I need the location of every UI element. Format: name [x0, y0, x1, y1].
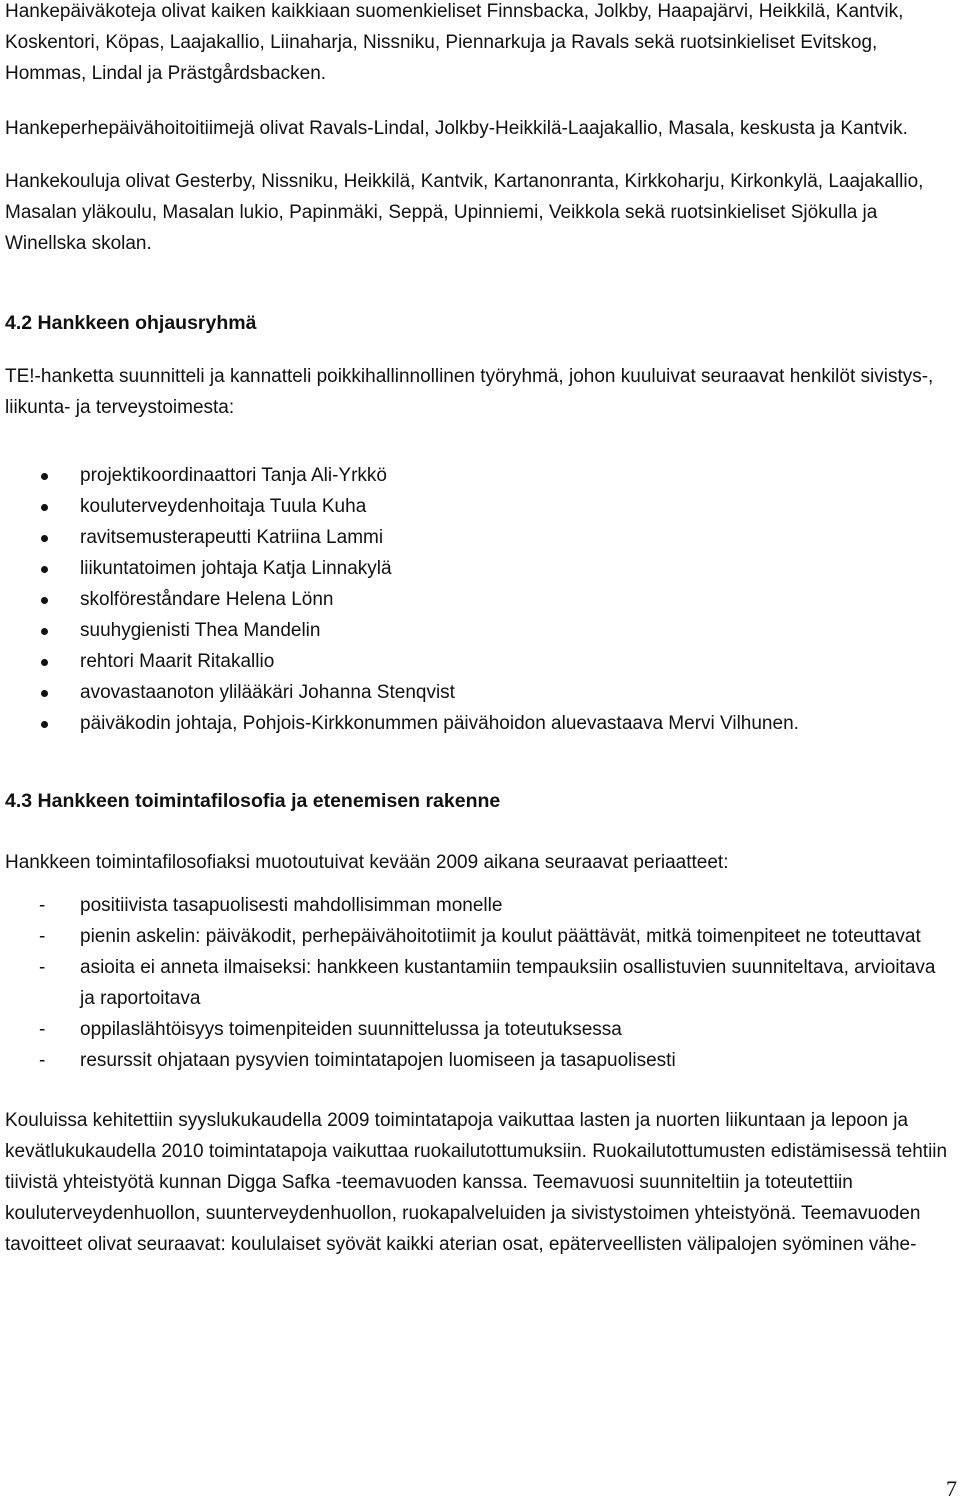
list-item	[5, 522, 950, 553]
list-item	[5, 1014, 950, 1045]
paragraph-school-activities: Kouluissa kehitettiin syyslukukaudella 2009 toimintatapoja vaikuttaa lasten ja nuorten liikuntaan ja lepoon ja kevätlukukaudella 2010 toimintatapoja vaikuttaa ruokailutottumuksiin. Ruokailutottumusten edistämisessä tehtiin tiivistä yhteistyötä kunnan Digga Safka -teemavuoden kanssa. Teemavuosi suunniteltiin ja toteutettiin kouluterveydenhuollon, suunterveydenhuollon, ruokapalveluiden ja sivistystoimen yhteistyönä. Teemavuoden tavoitteet olivat seuraavat: koululaiset syövät kaikki aterian osat, epäterveellisten välipalojen syöminen vähe-	[5, 1110, 948, 1255]
member-name: rehtori Maarit Ritakallio	[80, 651, 275, 672]
member-name: päiväkodin johtaja, Pohjois-Kirkkonummen päivähoidon aluevastaava Mervi Vilhunen.	[80, 713, 799, 734]
paragraph-philosophy-intro: Hankkeen toimintafilosofiaksi muotoutuivat kevään 2009 aikana seuraavat periaatteet:	[5, 852, 729, 873]
principle-text: resurssit ohjataan pysyvien toimintatapojen luomiseen ja tasapuolisesti	[80, 1050, 676, 1071]
list-item	[5, 646, 950, 677]
principle-text: oppilaslähtöisyys toimenpiteiden suunnittelussa ja toteutuksessa	[80, 1019, 622, 1040]
paragraph-steering-group-intro: TE!-hanketta suunnitteli ja kannatteli poikkihallinnollinen työryhmä, johon kuuluivat seuraavat henkilöt sivistys-, liikunta- ja terveystoimesta:	[5, 366, 934, 418]
principle-text: pienin askelin: päiväkodit, perhepäivähoitotiimit ja koulut päättävät, mitkä toimenpiteet ne toteuttavat	[80, 926, 921, 947]
dash-marker: -	[39, 895, 46, 916]
bullet-icon	[41, 473, 48, 480]
member-name: suuhygienisti Thea Mandelin	[80, 620, 321, 641]
paragraph-family-daycare-teams: Hankeperhepäivähoitoitiimejä olivat Ravals-Lindal, Jolkby-Heikkilä-Laajakallio, Masala, keskusta ja Kantvik.	[5, 118, 908, 139]
bullet-icon	[41, 504, 48, 511]
bullet-icon	[41, 597, 48, 604]
bullet-icon	[41, 566, 48, 573]
principle-text: positiivista tasapuolisesti mahdollisimman monelle	[80, 895, 503, 916]
paragraph-schools: Hankekouluja olivat Gesterby, Nissniku, Heikkilä, Kantvik, Kartanonranta, Kirkkoharju, Kirkonkylä, Laajakallio, Masalan yläkoulu, Masalan lukio, Papinmäki, Seppä, Upinniemi, Veikkola sekä ruotsinkieliset Sjökulla ja Winellska skolan.	[5, 171, 924, 254]
heading-4-2: 4.2 Hankkeen ohjausryhmä	[5, 312, 257, 334]
member-name: skolföreståndare Helena Lönn	[80, 589, 334, 610]
member-name: projektikoordinaattori Tanja Ali-Yrkkö	[80, 465, 387, 486]
list-item	[5, 708, 950, 739]
list-item	[5, 491, 950, 522]
bullet-icon	[41, 659, 48, 666]
list-item	[5, 952, 950, 1014]
member-name: kouluterveydenhoitaja Tuula Kuha	[80, 496, 367, 517]
dash-marker: -	[39, 1050, 46, 1071]
list-item	[5, 460, 950, 491]
heading-4-3: 4.3 Hankkeen toimintafilosofia ja etenemisen rakenne	[5, 790, 501, 812]
page-number: 7	[946, 1476, 957, 1501]
principles-list	[5, 890, 950, 1076]
document-page	[5, 0, 950, 1260]
paragraph-daycare-centers: Hankepäiväkoteja olivat kaiken kaikkiaan suomenkieliset Finnsbacka, Jolkby, Haapajärvi, Heikkilä, Kantvik, Koskentori, Köpas, Laajakallio, Liinaharja, Nissniku, Piennarkuja ja Ravals sekä ruotsinkieliset Evitskog, Hommas, Lindal ja Prästgårdsbacken.	[5, 1, 904, 84]
member-name: ravitsemusterapeutti Katriina Lammi	[80, 527, 384, 548]
principle-text: asioita ei anneta ilmaiseksi: hankkeen kustantamiin tempauksiin osallistuvien suunniteltava, arvioitava ja raportoitava	[80, 957, 936, 1009]
dash-marker: -	[39, 957, 46, 978]
list-item	[5, 677, 950, 708]
bullet-icon	[41, 721, 48, 728]
list-item	[5, 890, 950, 921]
list-item	[5, 615, 950, 646]
steering-group-members-list	[5, 460, 950, 739]
dash-marker: -	[39, 1019, 46, 1040]
bullet-icon	[41, 690, 48, 697]
list-item	[5, 921, 950, 952]
member-name: liikuntatoimen johtaja Katja Linnakylä	[80, 558, 392, 579]
bullet-icon	[41, 535, 48, 542]
bullet-icon	[41, 628, 48, 635]
list-item	[5, 553, 950, 584]
list-item	[5, 1045, 950, 1076]
dash-marker: -	[39, 926, 46, 947]
member-name: avovastaanoton ylilääkäri Johanna Stenqvist	[80, 682, 455, 703]
list-item	[5, 584, 950, 615]
